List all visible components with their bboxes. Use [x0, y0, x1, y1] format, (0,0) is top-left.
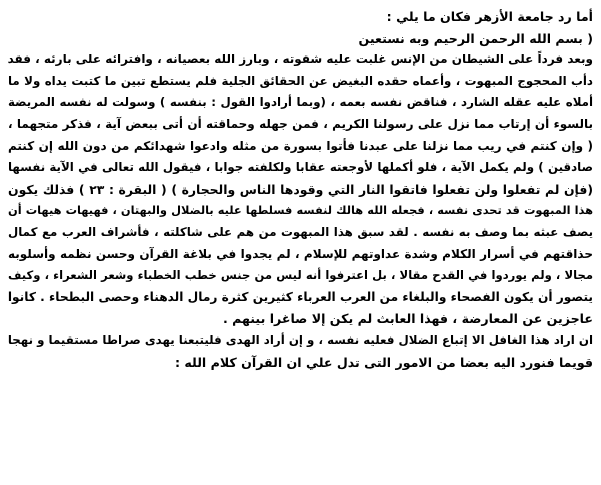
text-line: أملاه عليه عقله الشارد ، فناقض نفسه بعمه ، (وبما أرادوا القول : بنفسه ) وسولت له نفسه المريضة	[8, 95, 593, 110]
text-line: هذا المبهوت قد تحدى نفسه ، فجعله الله هالك لنفسه فسلطها عليه بالضلال والبهتان ، فهيهات هيهات أن	[8, 203, 593, 218]
text-line: عاجزين عن المعارضة ، فهذا العابث لم يكن إلا صاغرا بينهم .	[222, 311, 593, 327]
text-line: ( وإن كنتم في ريب مما نزلنا على عبدنا فأتوا بسورة من مثله وادعوا شهدائكم من دون الله إن كنتم	[8, 138, 593, 153]
text-line: بالسوء أن إرتاب مما نزل على رسولنا الكريم ، فمن جهله وحماقته أن أتى ببعض آية ، فذكر متجهما ،	[8, 116, 593, 131]
text-line: حذاقتهم في أسرار الكلام وشدة عداوتهم للإسلام ، لم يجدوا في بلاغة القرآن وحسن نظمه وأسلوبه	[8, 246, 593, 261]
text-line: يصف عبثه بما وصف به نفسه . لقد سبق هذا المبهوت من هم على شاكلته ، فأشراف العرب مع كمال	[8, 224, 593, 239]
text-line: قويما فنورد اليه بعضا من الامور التى تدل علي ان القرآن كلام الله :	[175, 354, 593, 370]
text-line: وبعد فرداً على الشيطان من الإنس غلبت عليه شقوته ، وبارز الله بعصيانه ، وافترائه على بارئه ، فقد	[8, 52, 593, 67]
text-line: مجالا ، ولم يوردوا في القدح مقالا ، بل اعترفوا أنه ليس من جنس خطب الخطباء وشعر الشعراء ، وكيف	[8, 268, 593, 283]
text-line: ( بسم الله الرحمن الرحيم وبه نستعين	[358, 30, 593, 46]
text-line: دأب المحجوج المبهوت ، وأعماه حقده البغيض عن الحقائق الجلية فلم يستطع تبين ما كتبت يداه ولا ما	[8, 73, 593, 88]
text-line: ان اراد هذا الغافل الا إتباع الضلال فعليه نفسه ، و إن أراد الهدى فليتبعنا يهدى صراطا مستقيما و نهجا	[8, 332, 593, 347]
text-line: (فإن لم تفعلوا ولن تفعلوا فاتقوا النار التي وقودها الناس والحجارة ) ( البقرة : ٢٣ ) فذلك يكون	[8, 181, 593, 197]
text-line: أما رد جامعة الأزهر فكان ما يلي :	[386, 9, 593, 24]
text-line: صادقين ) ولم يكمل الآية ، فلو أكملها لأوجعته عقابا ولكلفته جوابا ، فيقول الله تعالى في الآية نفسها	[8, 160, 593, 175]
text-line: يتصور أن يكون الفصحاء والبلغاء من العرب العرباء كثيرين كثرة رمال الدهناء وحصى البطحاء . كانوا	[8, 289, 593, 304]
